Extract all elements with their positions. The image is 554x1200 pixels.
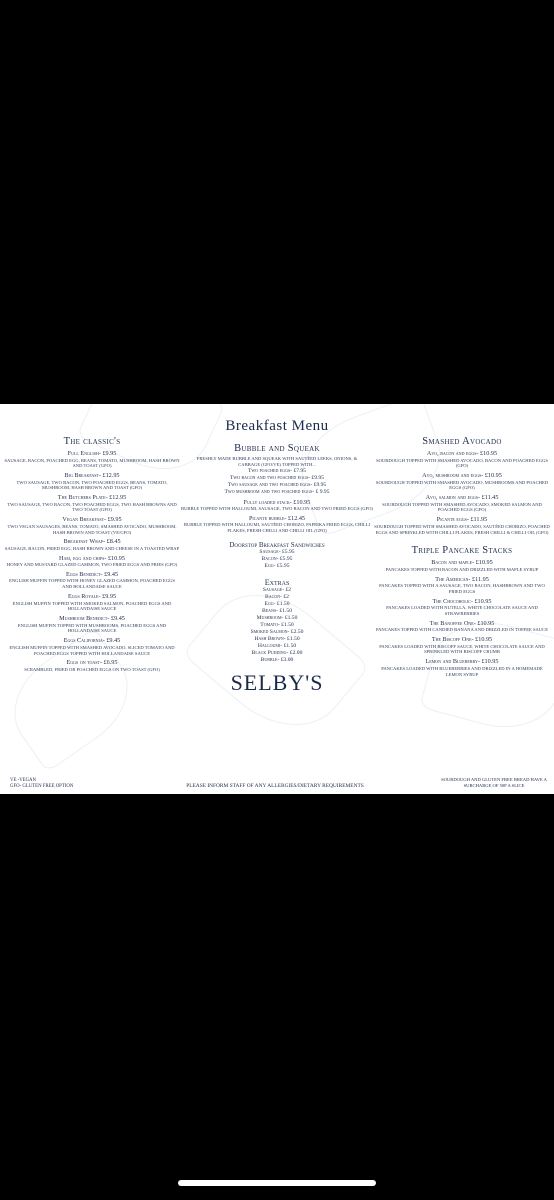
- menu-item-description: SAUSAGE, BACON, POACHED EGG, BEANS, TOMATO, MUSHROOM, HASH BROWN AND TOAST (GFO): [4, 457, 180, 469]
- right-column: [374, 404, 550, 677]
- bubble-options: [180, 468, 374, 496]
- menu-item-name: Fully loaded stack- £10.95: [243, 498, 311, 506]
- extra-item: Bacon- £2: [265, 593, 289, 600]
- sandwich-item: Sausage- £5.95: [259, 548, 295, 555]
- menu-item: [4, 494, 180, 513]
- extra-item: Beans- £1.50: [261, 607, 293, 614]
- menu-item-description: PANCAKES TOPPED WITH CANDIED BANANA AND DRIZZLED IN TOFFEE SAUCE: [375, 627, 549, 633]
- avocado-list: [374, 450, 550, 535]
- menu-item-description: SOURDOUGH TOPPED WITH SMASHED AVOCADO, BACON AND POACHED EGGS (GFO): [376, 457, 548, 469]
- menu-item-description: SOURDOUGH TOPPED WITH SMASHED AVOCADO, MUSHROOMS AND POACHED EGGS (GFO): [375, 479, 549, 491]
- menu-item-name: Picante eggs- £11.95: [436, 516, 488, 524]
- menu-item-name: Avo, mushroom and eggs- £10.95: [422, 472, 502, 480]
- sandwich-item: Egg- £5.95: [264, 562, 290, 569]
- menu-item-description: SCRAMBLED, FRIED OR POACHED EGGS ON TWO TOAST (GFO): [24, 666, 160, 672]
- menu-item-name: Ham, egg and chips- £10.95: [59, 554, 125, 562]
- menu-item-description: SAUSAGE, BACON, FRIED EGG, HASH BROWN AND CHEESE IN A TOASTED WRAP: [4, 545, 180, 551]
- extras-list: [180, 587, 374, 664]
- menu-item-name: The Chocoholic- £10.95: [432, 597, 492, 605]
- pancakes-heading: Triple Pancake Stacks: [411, 545, 513, 557]
- classics-heading: The classic's: [63, 436, 121, 447]
- menu-item-description: PANCAKES LOADED WITH NUTELLA, WHITE CHOCOLATE SAUCE AND STRAWBERRIES: [386, 605, 538, 617]
- menu-item: [4, 472, 180, 491]
- menu-item: [4, 555, 180, 568]
- extra-item: Hash Brown- £1.50: [254, 635, 300, 642]
- menu-item: [4, 615, 180, 634]
- menu-item-description: ENGLISH MUFFIN TOPPED WITH MUSHROOMS, POACHED EGGS AND HOLLANDAISE SAUCE: [17, 622, 167, 634]
- bubble-items: [180, 499, 374, 534]
- menu-item: [4, 516, 180, 535]
- dietary-legend: [10, 778, 73, 790]
- menu-item: [374, 576, 550, 595]
- menu-item-description: PANCAKES LOADED WITH BISCOFF SAUCE, WHITE CHOCOLATE SAUCE AND SPRINKLED WITH BISCOFF CRUMB: [379, 643, 545, 655]
- extra-item: Smoked Salmon- £2.50: [250, 628, 304, 635]
- menu-item: [4, 450, 180, 469]
- menu-item-description: TWO SAUSAGE, TWO BACON, TWO POACHED EGGS, BEANS, TOMATO, MUSHROOM, HASH BROWN AND TOAST (GFO): [16, 479, 168, 491]
- menu-item: [4, 659, 180, 672]
- menu-item: [374, 559, 550, 572]
- menu-item-description: ENGLISH MUFFIN TOPPED WITH SMOKED SALMON, POACHED EGGS AND HOLLANDAISE SAUCE: [12, 600, 172, 612]
- sandwich-item: Bacon- £5.95: [261, 555, 293, 562]
- extra-item: Halloumi- £1.50: [257, 642, 297, 649]
- menu-item-name: The Biscoff One- £10.95: [431, 636, 493, 644]
- menu-item-name: Picante bubble- £12.45: [248, 514, 306, 522]
- menu-page: [0, 404, 554, 794]
- bubble-intro: FRESHLY MADE BUBBLE AND SQUEAK WITH SAUTÉED LEEKS, ONIONS, & CABBAGE (GFO/VE) TOPPED WITH...: [196, 456, 358, 467]
- menu-item-name: Avo, bacon and eggs- £10.95: [426, 450, 498, 457]
- pancake-list: [374, 559, 550, 677]
- menu-item-name: Bacon and maple- £10.95: [431, 559, 493, 567]
- menu-item-name: Breakfast Wrap- £8.45: [63, 538, 121, 546]
- menu-item-description: ENGLISH MUFFIN TOPPED WITH SMASHED AVOCADO, SLICED TOMATO AND POACHED EGGS TOPPED WITH HOLLANDAISE SAUCE: [9, 644, 175, 656]
- sandwich-list: [180, 549, 374, 570]
- menu-item-name: The Butchers Plate- £12.95: [57, 494, 127, 502]
- menu-item-name: Big Breakfast- £12.95: [64, 472, 120, 480]
- menu-item: [180, 515, 374, 534]
- home-indicator[interactable]: [178, 1180, 376, 1186]
- menu-item-name: Eggs Royale- £9.95: [67, 593, 117, 601]
- allergy-notice: PLEASE INFORM STAFF OF ANY ALLERGIES/DIETARY REQUIREMENTS: [186, 783, 364, 789]
- menu-item-name: Mushroom Benedict- £9.45: [59, 615, 125, 623]
- classics-column: [4, 404, 180, 673]
- menu-item-description: SOURDOUGH TOPPED WITH SMASHED AVOCADO, SMOKED SALMON AND POACHED EGGS (GFO): [382, 501, 542, 513]
- avocado-heading: Smashed Avocado: [422, 436, 502, 447]
- menu-item-description: SOURDOUGH TOPPED WITH SMASHED AVOCADO, SAUTÉED CHORIZO, POACHED EGGS AND SPRINKLED WITH CHILLI FLAKES, FRESH CHILLI & CHILLI OIL (GFO): [374, 523, 550, 535]
- extra-item: Black Pudding- £2.00: [251, 649, 303, 656]
- menu-item-description: BUBBLE TOPPED WITH HALLOUMI, SAUTÉED CHORIZO, PAPRIKA FRIED EGGS, CHILLI FLAKES, FRESH CHILLI AND CHILLI OIL (GFO): [183, 522, 371, 534]
- menu-item-name: Vegan Breakfast- £9.95: [62, 516, 122, 524]
- menu-item: [4, 538, 180, 551]
- bread-surcharge-note: SOURDOUGH AND GLUTEN FREE BREAD HAVE A SURCHARGE OF 50P A SLICE: [441, 777, 547, 788]
- menu-title: Breakfast Menu: [225, 418, 329, 434]
- menu-item: [4, 593, 180, 612]
- menu-item-name: Lemon and Blueberry- £10.95: [425, 658, 499, 666]
- menu-item-description: PANCAKES TOPPED WITH A SAUSAGE, TWO BACON, HASHBROWN AND TWO FRIED EGGS: [379, 583, 545, 594]
- menu-item: [374, 472, 550, 491]
- bubble-heading: Bubble and Squeak: [234, 443, 320, 454]
- menu-item-description: TWO SAUSAGE, TWO BACON, TWO POACHED EGGS, TWO HASH BROWNS AND TWO TOAST (GFO): [7, 501, 177, 513]
- legend-gluten-free: GFO- GLUTEN FREE OPTION: [10, 784, 74, 789]
- bubble-option: Two poached eggs- £7.95: [247, 467, 307, 474]
- menu-item: [4, 571, 180, 590]
- menu-item-description: ENGLISH MUFFIN TOPPED WITH HONEY GLAZED GAMMON, POACHED EGGS AND HOLLANDAISE SAUCE: [9, 578, 175, 590]
- menu-item: [374, 658, 550, 677]
- menu-item-name: Avo, salmon and eggs- £11.45: [425, 494, 499, 502]
- menu-item-name: Full English- £9.95: [67, 450, 117, 457]
- menu-item: [374, 620, 550, 633]
- menu-item-description: TWO VEGAN SAUSAGES, BEANS, TOMATO, SMASHED AVOCADO, MUSHROOM, HASH BROWN AND TOAST (VE/GFO): [7, 523, 177, 535]
- menu-item: [374, 636, 550, 655]
- legend-vegan: VE -VEGAN: [10, 778, 36, 783]
- bubble-option: Two bacon and two poached eggs- £9.95: [229, 474, 325, 481]
- menu-item: [374, 494, 550, 513]
- menu-item: [374, 598, 550, 617]
- bubble-option: Two sausage and two poached eggs- £9.95: [227, 481, 327, 488]
- menu-item: [180, 499, 374, 512]
- extras-heading: Extras: [264, 577, 290, 587]
- menu-item-name: Eggs on toast- £6.95: [66, 659, 118, 667]
- middle-column: [180, 404, 374, 696]
- menu-item-description: BUBBLE TOPPED WITH HALLOUMI, SAUSAGE, TWO BACON AND TWO FRIED EGGS (GFO): [181, 506, 373, 512]
- menu-item-name: The Banoffee One- £10.95: [429, 619, 495, 627]
- extra-item: Bubble- £3.00: [260, 656, 294, 663]
- menu-item-name: Eggs Benedict- £9.45: [65, 570, 119, 578]
- menu-item-description: PANCAKES TOPPED WITH BACON AND DRIZZLED WITH MAPLE SYRUP: [385, 566, 539, 572]
- brand-logo: SELBY'S: [230, 669, 324, 695]
- menu-item-description: HONEY AND MUSTARD GLAZED GAMMON, TWO FRIED EGGS AND FRIES (GFO): [6, 562, 178, 568]
- menu-item-name: Eggs California- £9.45: [63, 637, 121, 645]
- menu-item-name: The American- £11.95: [435, 575, 489, 583]
- extra-item: Egg- £1.50: [264, 600, 290, 607]
- extra-item: Mushroom- £1.50: [256, 614, 298, 621]
- sandwiches-heading: Doorstop Breakfast Sandwiches: [229, 540, 325, 549]
- extra-item: Sausage- £2: [262, 586, 292, 593]
- menu-item-description: PANCAKES LOADED WITH BLUEBERRIES AND DRIZZLED IN A HOMEMADE LEMON SYRUP: [381, 665, 543, 677]
- menu-item: [4, 637, 180, 656]
- bubble-option: Two mushroom and two poached eggs- £ 9.95: [224, 488, 330, 495]
- classics-list: [4, 450, 180, 673]
- menu-item: [374, 450, 550, 469]
- extra-item: Tomato- £1.50: [260, 621, 294, 628]
- menu-item: [374, 516, 550, 535]
